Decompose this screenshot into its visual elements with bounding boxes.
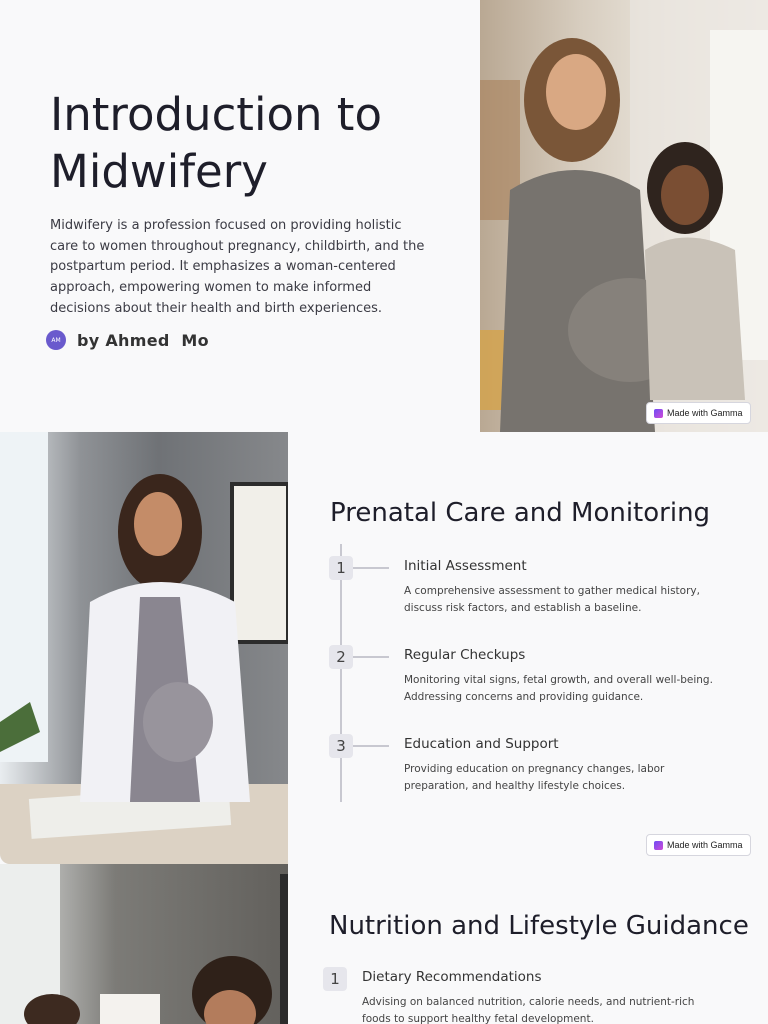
author-byline — [46, 330, 209, 350]
avatar-icon: AM — [46, 330, 66, 350]
step-title: Dietary Recommendations — [362, 969, 542, 985]
step-number: 1 — [329, 556, 353, 580]
slide-body-text: Midwifery is a profession focused on providing holistic care to women throughout pregnancy, childbirth, and the postpartum period. It emphasizes a woman-centered approach, empowering women to make informed decisions about their health and birth experiences. — [50, 218, 425, 316]
author-name: by Ahmed Mo — [77, 330, 209, 350]
photo-illustration — [480, 0, 768, 432]
step-connector — [353, 656, 389, 658]
photo-illustration — [0, 864, 288, 1024]
made-with-gamma-badge[interactable] — [646, 834, 751, 856]
pregnant-woman-with-daughter-photo — [480, 0, 768, 432]
step-description: Providing education on pregnancy changes, labor preparation, and healthy lifestyle choices. — [404, 763, 665, 792]
step-connector — [353, 567, 389, 569]
slide-introduction — [0, 0, 768, 432]
step-description: A comprehensive assessment to gather medical history, discuss risk factors, and establish a baseline. — [404, 585, 700, 614]
midwife-with-patient-photo — [0, 432, 288, 864]
slide-title: Nutrition and Lifestyle Guidance — [329, 911, 749, 941]
step-title: Regular Checkups — [404, 647, 526, 663]
step-connector — [353, 745, 389, 747]
step-description: Advising on balanced nutrition, calorie needs, and nutrient-rich foods to support healthy fetal development. — [362, 996, 695, 1024]
slide-prenatal-care — [0, 432, 768, 864]
step-number: 2 — [329, 645, 353, 669]
nutrition-consultation-photo — [0, 864, 288, 1024]
step-description: Monitoring vital signs, fetal growth, and overall well-being. Addressing concerns and providing guidance. — [404, 674, 713, 703]
step-title: Initial Assessment — [404, 558, 527, 574]
step-title: Education and Support — [404, 736, 559, 752]
step-number: 3 — [329, 734, 353, 758]
gamma-logo-icon — [654, 841, 663, 850]
timeline-line — [340, 544, 342, 802]
photo-illustration — [0, 432, 288, 864]
slide-title: Prenatal Care and Monitoring — [330, 498, 711, 528]
badge-label: Made with Gamma — [667, 840, 743, 850]
badge-label: Made with Gamma — [667, 408, 743, 418]
slide-nutrition-lifestyle — [0, 864, 768, 1024]
step-number: 1 — [323, 967, 347, 991]
gamma-logo-icon — [654, 409, 663, 418]
slide-title: Introduction to Midwifery — [50, 88, 382, 198]
made-with-gamma-badge[interactable] — [646, 402, 751, 424]
